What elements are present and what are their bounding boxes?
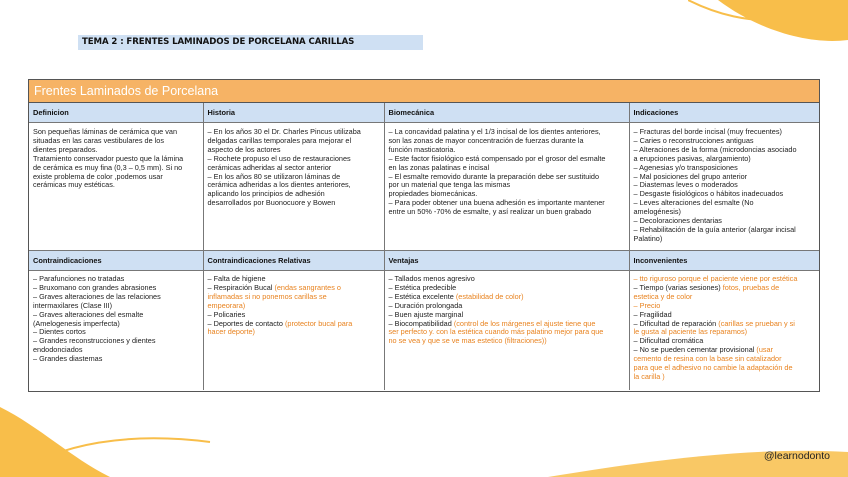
text-segment: – Deportes de contacto: [207, 318, 285, 328]
highlighted-text: hacer deporte): [207, 327, 255, 337]
text-segment: – Parafunciones no tratadas: [33, 274, 125, 283]
text-segment: – Respiración Bucal: [207, 282, 275, 292]
info-grid: [29, 103, 819, 390]
text-segment: – Leves alteraciones del esmalte (No: [633, 198, 754, 208]
cell-line: [208, 199, 380, 208]
table-title: Frentes Laminados de Porcelana: [29, 80, 819, 103]
text-segment: – Buen ajuste marginal: [388, 309, 464, 319]
text-segment: función masticatoria.: [388, 144, 456, 154]
cell-line: [634, 293, 816, 302]
text-segment: – Graves alteraciones de las relaciones: [33, 291, 161, 301]
text-segment: dientes preparados.: [33, 144, 98, 154]
cell-line: [33, 181, 199, 190]
header-row-1: [29, 103, 819, 123]
text-segment: – Agenesias y/o transposiciones: [633, 162, 738, 172]
highlighted-text: (carillas se prueban y si: [718, 318, 795, 328]
text-segment: – Graves alteraciones del esmalte: [33, 309, 144, 319]
content-table: [28, 79, 820, 392]
text-segment: existe problema de color ,podemos usar: [33, 171, 163, 181]
cell-inconvenientes: [629, 271, 819, 390]
header-inconvenientes: Inconvenientes: [629, 251, 819, 271]
highlighted-text: la carilla ): [633, 371, 665, 381]
text-segment: cerámica adheridas a los dientes anteriores,: [207, 180, 351, 190]
highlighted-text: inflamadas si no ponemos carillas se: [207, 291, 327, 301]
text-segment: – En los años 80 se utilizaron láminas de: [207, 171, 341, 181]
text-segment: – Tallados menos agresivo: [388, 274, 475, 283]
text-segment: situadas en las caras vestibulares de los: [33, 135, 165, 145]
cell-line: [33, 355, 199, 364]
highlighted-text: (endas sangrantes o: [274, 282, 341, 292]
content-row-2: [29, 271, 819, 390]
text-segment: – Rehabilitación de la guía anterior (alargar incisal: [633, 224, 796, 234]
text-segment: – Dientes cortos: [33, 327, 86, 337]
text-segment: – En los años 30 el Dr. Charles Pincus utilizaba: [207, 127, 361, 136]
page-title: TEMA 2 : FRENTES LAMINADOS DE PORCELANA CARILLAS: [78, 35, 423, 50]
text-segment: amelogénesis): [633, 207, 681, 217]
highlighted-text: cemento de resina con la base sin catalizador: [633, 354, 782, 364]
text-segment: a erupciones pasivas, alargamiento): [633, 153, 751, 163]
highlighted-text: (protector bucal para: [284, 318, 353, 328]
text-segment: – Estética predecible: [388, 282, 457, 292]
text-segment: Son pequeñas láminas de cerámica que van: [33, 127, 178, 136]
cell-definicion: [29, 123, 203, 251]
highlighted-text: fotos, pruebas de: [722, 282, 780, 292]
text-segment: cerámicas adheridas al sector anterior: [207, 162, 332, 172]
text-segment: aplicando los principios de adhesión: [207, 189, 325, 199]
bottom-left-swoosh: [0, 387, 220, 477]
text-segment: – La concavidad palatina y el 1/3 incisal de los dientes anteriores,: [388, 127, 601, 136]
header-indicaciones: Indicaciones: [629, 103, 819, 123]
text-segment: – No se pueden cementar provisional: [633, 345, 757, 355]
cell-indicaciones: [629, 123, 819, 251]
text-segment: – Para poder obtener una buena adhesión es importante mantener: [388, 198, 605, 208]
text-segment: – Duración prolongada: [388, 300, 463, 310]
text-segment: – Dificultad cromática: [633, 336, 704, 346]
text-segment: – Tiempo (varias sesiones): [633, 282, 723, 292]
text-segment: – Caries o reconstrucciones antiguas: [633, 135, 754, 145]
highlighted-text: – Precio: [633, 300, 661, 310]
social-handle: @learnodonto: [763, 450, 830, 462]
top-right-swoosh: [688, 0, 848, 70]
text-segment: – Decoloraciones dentarias: [633, 216, 722, 226]
text-segment: delgadas carillas temporales para mejorar el: [207, 135, 352, 145]
highlighted-text: – tto riguroso porque el paciente viene por estética: [633, 274, 798, 283]
text-segment: aspecto de los actores: [207, 144, 281, 154]
text-segment: Palatino): [633, 233, 663, 243]
text-segment: son las zonas de mayor concentración de fuerzas durante la: [388, 135, 584, 145]
text-segment: – Rochete propuso el uso de restauraciones: [207, 153, 351, 163]
cell-ventajas: [384, 271, 629, 390]
text-segment: – Alteraciones de la forma (microdoncias asociado: [633, 144, 797, 154]
highlighted-text: ser perfecto y. con la estética cuando más palatino mejor para que: [388, 327, 604, 337]
text-segment: en las zonas palatinas e incisal: [388, 162, 490, 172]
text-segment: – Dificultad de reparación: [633, 318, 719, 328]
content-row-1: [29, 123, 819, 251]
text-segment: – Grandes diastemas: [33, 354, 103, 364]
highlighted-text: empeorara): [207, 300, 246, 310]
header-ventajas: Ventajas: [384, 251, 629, 271]
highlighted-text: no se vea y que se ve mas estetico (filtraciones)): [388, 336, 547, 346]
text-segment: – Policaries: [207, 309, 246, 319]
text-segment: – Bruxomano con grandes abrasiones: [33, 282, 157, 292]
text-segment: – Fracturas del borde incisal (muy frecuentes): [633, 127, 782, 136]
text-segment: Tratamiento conservador puesto que la lámina: [33, 153, 184, 163]
highlighted-text: (usar: [756, 345, 774, 355]
text-segment: – Estética excelente: [388, 291, 456, 301]
text-segment: – Falta de higiene: [207, 274, 266, 283]
text-segment: – Fragilidad: [633, 309, 672, 319]
text-segment: de cerámica es muy fina (0,3 – 0,5 mm). Si no: [33, 162, 183, 172]
text-segment: – Este factor fisiológico está compensado por el grosor del esmalte: [388, 153, 606, 163]
text-segment: – Biocompatibilidad: [388, 318, 454, 328]
cell-line: [208, 328, 380, 337]
text-segment: por un material que tenga las mismas: [388, 180, 511, 190]
text-segment: endodonciados: [33, 345, 83, 355]
cell-historia: [203, 123, 384, 251]
cell-line: [389, 337, 625, 346]
text-segment: cerámicas muy estéticas.: [33, 180, 115, 190]
header-biomecanica: Biomecánica: [384, 103, 629, 123]
text-segment: entre un 50% -70% de esmalte, y así realizar un buen grabado: [388, 207, 592, 217]
header-historia: Historia: [203, 103, 384, 123]
text-segment: – Grandes reconstrucciones y dientes: [33, 336, 156, 346]
cell-contraindicaciones-relativas: [203, 271, 384, 390]
header-contraindicaciones: Contraindicaciones: [29, 251, 203, 271]
cell-contraindicaciones: [29, 271, 203, 390]
header-contraindicaciones-relativas: Contraindicaciones Relativas: [203, 251, 384, 271]
highlighted-text: para que el adhesivo no cambie la adaptación de: [633, 363, 793, 373]
highlighted-text: estetica y de color: [633, 291, 693, 301]
text-segment: – Mal posiciones del grupo anterior: [633, 171, 748, 181]
highlighted-text: le gusta al paciente las reparamos): [633, 327, 748, 337]
text-segment: (Amelogenesis imperfecta): [33, 318, 120, 328]
text-segment: intermaxilares (Clase III): [33, 300, 113, 310]
cell-biomecanica: [384, 123, 629, 251]
text-segment: propiedades biomecánicas.: [388, 189, 478, 199]
header-row-2: [29, 251, 819, 271]
cell-line: [634, 373, 816, 382]
cell-line: [634, 235, 816, 244]
text-segment: – Desgaste fisiológicos o hábitos inadecuados: [633, 189, 784, 199]
highlighted-text: (control de los márgenes el ajuste tiene que: [453, 318, 596, 328]
cell-line: [389, 208, 625, 217]
text-segment: – El esmalte removido durante la preparación debe ser sustituido: [388, 171, 600, 181]
highlighted-text: (estabilidad de color): [455, 291, 524, 301]
text-segment: – Diastemas leves o moderados: [633, 180, 738, 190]
text-segment: desarrollados por Buonocuore y Bowen: [207, 198, 336, 208]
header-definicion: Definicion: [29, 103, 203, 123]
